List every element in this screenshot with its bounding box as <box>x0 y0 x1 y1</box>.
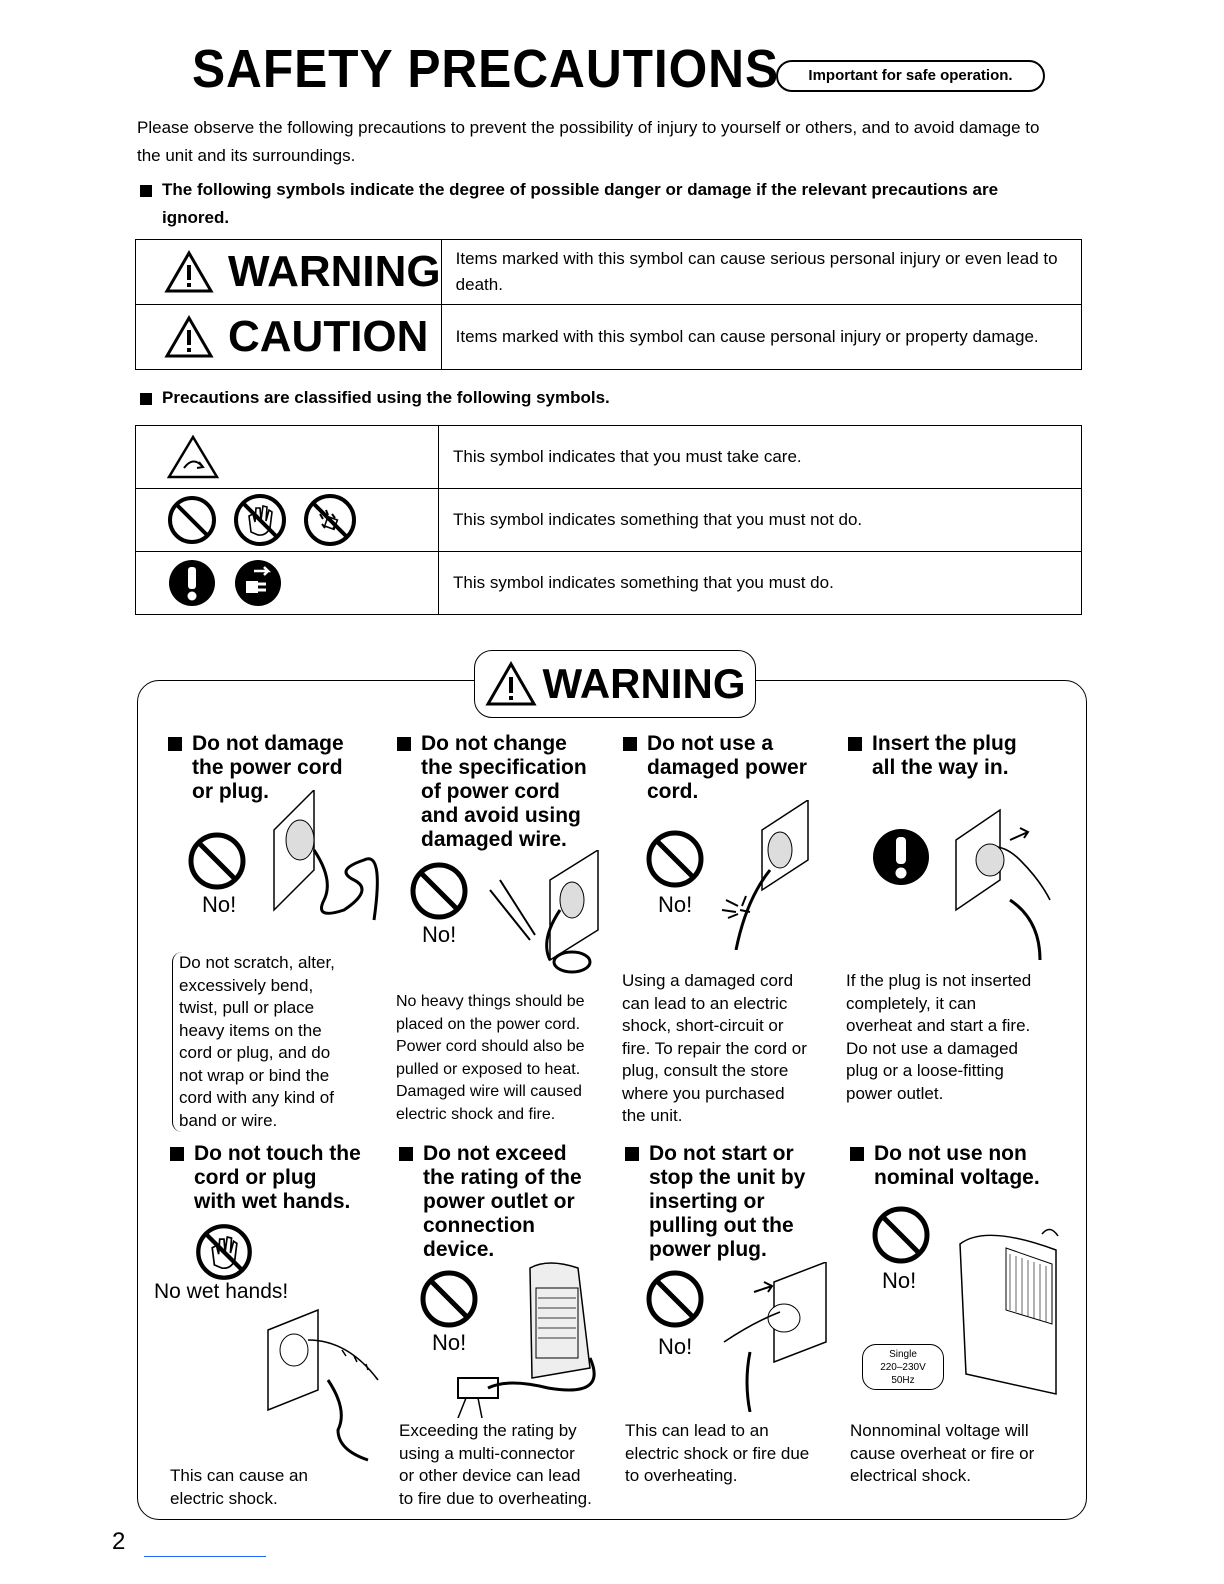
item-heading: Do not start or stop the unit by inserting or pulling out the power plug. <box>649 1142 806 1261</box>
no-label: No! <box>658 892 693 917</box>
no-wet-hands-icon <box>194 1222 254 1287</box>
bullet-square-icon <box>399 1147 413 1161</box>
warning-row <box>136 240 1082 305</box>
symbols-lead: The following symbols indicate the degree of possible danger or damage if the relevant precautions are ignored. <box>140 176 1070 232</box>
warning-item-damaged-cord <box>623 732 841 804</box>
dehumidifier-unit-illustration <box>946 1224 1062 1405</box>
bullet-square-icon <box>625 1147 639 1161</box>
unplug-icon <box>232 557 284 609</box>
page-number: 2 <box>112 1528 126 1555</box>
wet-hand-plug-illustration <box>258 1300 388 1475</box>
scissors-cord-illustration <box>480 850 604 985</box>
no-label: No! <box>422 922 457 947</box>
no-label: No! <box>432 1330 467 1355</box>
take-care-triangle-icon <box>166 434 220 480</box>
warning-triangle-icon <box>164 250 214 294</box>
no-wet-hands-icon <box>232 492 288 548</box>
classify-lead: Precautions are classified using the following symbols. <box>140 386 610 410</box>
mandatory-exclamation-icon <box>870 826 932 893</box>
voltage-rating-tag: Single 220–230V 50Hz <box>862 1344 944 1390</box>
caution-triangle-icon <box>164 315 214 359</box>
item-heading: Do not change the specification of power cord and avoid using damaged wire. <box>421 732 587 851</box>
item-body: This can lead to an electric shock or fire due to overheating. <box>625 1421 810 1485</box>
warning-description: Items marked with this symbol can cause serious personal injury or even lead to death. <box>441 240 1081 305</box>
footer-divider <box>144 1556 266 1557</box>
bullet-square-icon <box>140 393 152 405</box>
must-do-description: This symbol indicates something that you must do. <box>439 552 1082 615</box>
item-heading: Do not use non nominal voltage. <box>874 1142 1040 1189</box>
warning-item-voltage <box>850 1142 1068 1190</box>
warning-item-start-stop-plug <box>625 1142 843 1262</box>
safe-operation-badge: Important for safe operation. <box>776 60 1045 92</box>
warning-item-cord-spec <box>397 732 615 852</box>
warning-item-exceed-rating <box>399 1142 617 1262</box>
item-body: Exceeding the rating by using a multi-connector or other device can lead to fire due to overheating. <box>399 1421 592 1508</box>
bullet-square-icon <box>140 185 152 197</box>
prohibited-icon <box>644 1268 706 1335</box>
bullet-square-icon <box>170 1147 184 1161</box>
bullet-square-icon <box>623 737 637 751</box>
must-not-description: This symbol indicates something that you must not do. <box>439 489 1082 552</box>
page-title: SAFETY PRECAUTIONS <box>192 39 780 99</box>
multi-connector-illustration <box>448 1258 608 1423</box>
warning-item-insert-plug <box>848 732 1066 780</box>
item-heading: Do not touch the cord or plug with wet hands. <box>194 1142 361 1213</box>
take-care-row <box>136 426 1082 489</box>
classification-table <box>135 425 1082 615</box>
prohibited-icon <box>186 830 248 897</box>
intro-text: Please observe the following precautions to prevent the possibility of injury to yourself or others, and to avoid damage to the unit and its surroundings. <box>137 118 1040 165</box>
item-body: Nonnominal voltage will cause overheat or fire or electrical shock. <box>850 1421 1035 1485</box>
caution-description: Items marked with this symbol can cause personal injury or property damage. <box>441 305 1081 370</box>
caution-word: CAUTION <box>228 312 429 361</box>
prohibited-icon <box>644 828 706 895</box>
prohibited-icon <box>166 494 218 546</box>
item-heading: Insert the plug all the way in. <box>872 732 1017 779</box>
warning-triangle-icon <box>485 661 537 707</box>
plug-cord-illustration <box>264 790 384 935</box>
no-label: No! <box>202 892 237 917</box>
item-body: If the plug is not inserted completely, it can overheat and start a fire. Do not use a damaged plug or a loose-fitting power outlet. <box>846 971 1032 1103</box>
no-wet-hands-label: No wet hands! <box>154 1280 289 1303</box>
item-heading: Do not use a damaged power cord. <box>647 732 807 803</box>
bullet-square-icon <box>168 737 182 751</box>
bullet-square-icon <box>397 737 411 751</box>
hand-pulling-plug-illustration <box>714 1262 834 1417</box>
item-heading: Do not exceed the rating of the power outlet or connection device. <box>423 1142 582 1261</box>
item-heading: Do not damage the power cord or plug. <box>192 732 344 803</box>
bullet-square-icon <box>850 1147 864 1161</box>
no-label: No! <box>658 1334 693 1359</box>
must-not-row <box>136 489 1082 552</box>
bullet-square-icon <box>848 737 862 751</box>
warning-word: WARNING <box>228 247 441 296</box>
mandatory-exclamation-icon <box>166 557 218 609</box>
item-body: Do not scratch, alter, excessively bend, twist, pull or place heavy items on the cord or plug, and do not wrap or bind the cord with any kind of band or wire. <box>172 952 379 1132</box>
item-body: No heavy things should be placed on the power cord. Power cord should also be pulled or exposed to heat. Damaged wire will caused electric shock and fire. <box>396 993 585 1123</box>
prohibited-icon <box>870 1204 932 1271</box>
prohibited-icon <box>408 860 470 927</box>
caution-row <box>136 305 1082 370</box>
severity-table <box>135 239 1082 370</box>
warning-panel-title: WARNING <box>474 650 756 718</box>
item-body: Using a damaged cord can lead to an electric shock, short-circuit or fire. To repair the cord or plug, consult the store where you purchased the unit. <box>622 971 807 1125</box>
take-care-description: This symbol indicates that you must take care. <box>439 426 1082 489</box>
no-water-splash-icon <box>302 492 358 548</box>
item-body: This can cause an electric shock. <box>170 1466 308 1508</box>
warning-item-wet-hands <box>170 1142 388 1214</box>
hand-inserting-plug-illustration <box>950 800 1060 965</box>
no-label: No! <box>882 1268 917 1293</box>
damaged-cord-illustration <box>716 800 816 955</box>
must-do-row <box>136 552 1082 615</box>
